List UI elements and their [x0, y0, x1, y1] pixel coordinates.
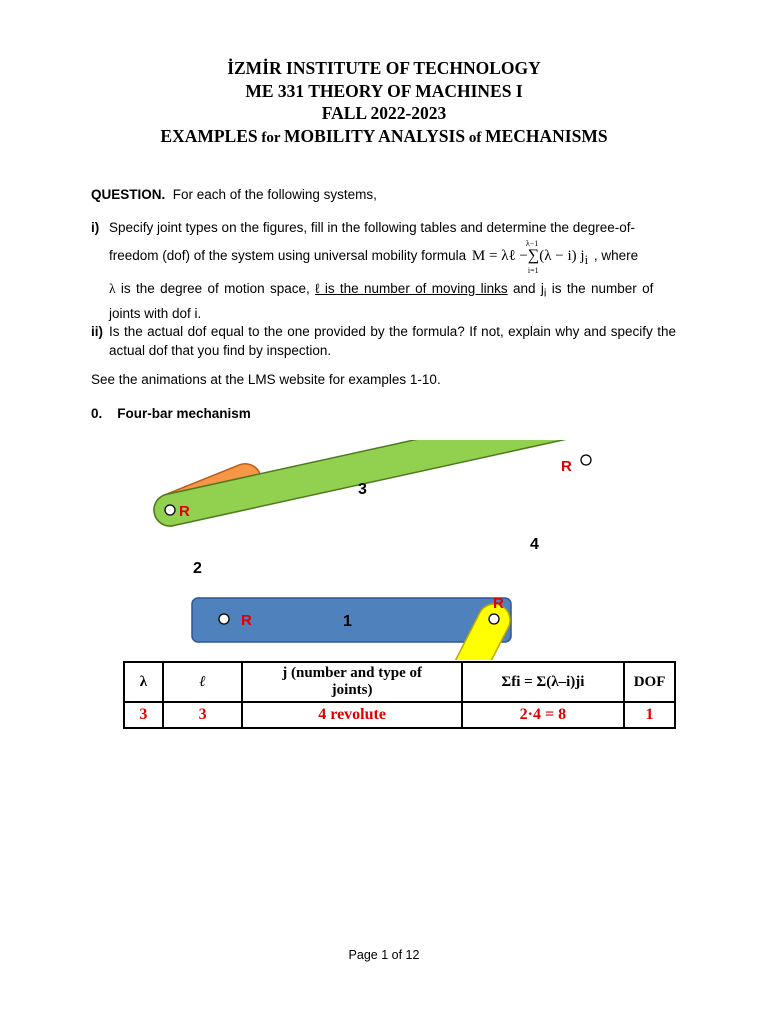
question-line — [91, 185, 676, 204]
cell-links: 3 — [163, 702, 243, 728]
link-3-coupler — [151, 440, 598, 529]
four-bar-mechanism-figure — [0, 440, 768, 660]
question-label: QUESTION. — [91, 187, 166, 202]
joint-label-a: R — [179, 503, 190, 520]
table-header-row — [124, 662, 675, 702]
joint-b-pin — [219, 614, 229, 624]
item-i-number: i) — [91, 220, 100, 235]
link-number-3: 3 — [358, 481, 367, 498]
header-links: ℓ — [163, 662, 243, 702]
item-i — [91, 218, 676, 323]
section-heading — [91, 404, 676, 423]
section-title: Four-bar mechanism — [117, 406, 251, 421]
question-text: For each of the following systems, — [165, 187, 377, 202]
joint-label-c: R — [493, 595, 504, 612]
section-number: 0. — [91, 406, 103, 421]
link-number-1: 1 — [343, 613, 352, 630]
mobility-formula: M = λℓ − λ−1 ∑ i=1 (λ − i) $j_i$ — [471, 239, 589, 275]
cell-joints: 4 revolute — [242, 702, 461, 728]
joint-d-pin — [581, 455, 591, 465]
joint-a-pin — [165, 505, 175, 515]
joint-label-b: R — [241, 612, 252, 629]
page-footer: Page 1 of 12 — [348, 948, 420, 962]
institution-name: İZMİR INSTITUTE OF TECHNOLOGY — [227, 58, 541, 78]
header-lambda: λ — [124, 662, 163, 702]
course-title: ME 331 THEORY OF MACHINES I — [245, 80, 523, 101]
cell-sum: 2·4 = 8 — [462, 702, 624, 728]
item-ii-number: ii) — [91, 324, 103, 339]
document-header — [0, 57, 768, 149]
animations-note: See the animations at the LMS website for examples 1-10. — [91, 372, 441, 387]
item-i-line1: Specify joint types on the figures, fill in the following tables and determine the degree-of- — [109, 220, 636, 235]
item-i-line3: λ is the degree of motion space, ℓ is the number of moving links and $j_i$ is the number of — [109, 281, 654, 300]
term: FALL 2022-2023 — [321, 103, 447, 123]
link-number-4: 4 — [530, 536, 539, 553]
cell-lambda: 3 — [124, 702, 163, 728]
link-number-2: 2 — [193, 560, 202, 577]
header-sum: Σfi = Σ(λ–i)ji — [462, 662, 624, 702]
table-row — [124, 702, 675, 728]
item-i-line4: joints with dof i. — [109, 305, 202, 321]
joint-label-d: R — [561, 458, 572, 475]
joint-c-pin — [489, 614, 499, 624]
header-joints: j (number and type of joints) — [242, 662, 461, 702]
item-ii-text: Is the actual dof equal to the one provided by the formula? If not, explain why and specify the actual dof that you find by inspection. — [109, 324, 676, 358]
document-title: EXAMPLES for MOBILITY ANALYSIS of MECHANISMS — [160, 125, 608, 146]
item-i-line2: freedom (dof) of the system using universal mobility formula M = λℓ − λ−1 ∑ i=1 (λ − i) $j_i$ , where — [109, 239, 639, 275]
item-ii — [91, 322, 676, 360]
cell-dof: 1 — [624, 702, 675, 728]
sigma-symbol: λ−1 ∑ i=1 — [525, 239, 540, 275]
mobility-table — [123, 661, 676, 729]
header-dof: DOF — [624, 662, 675, 702]
